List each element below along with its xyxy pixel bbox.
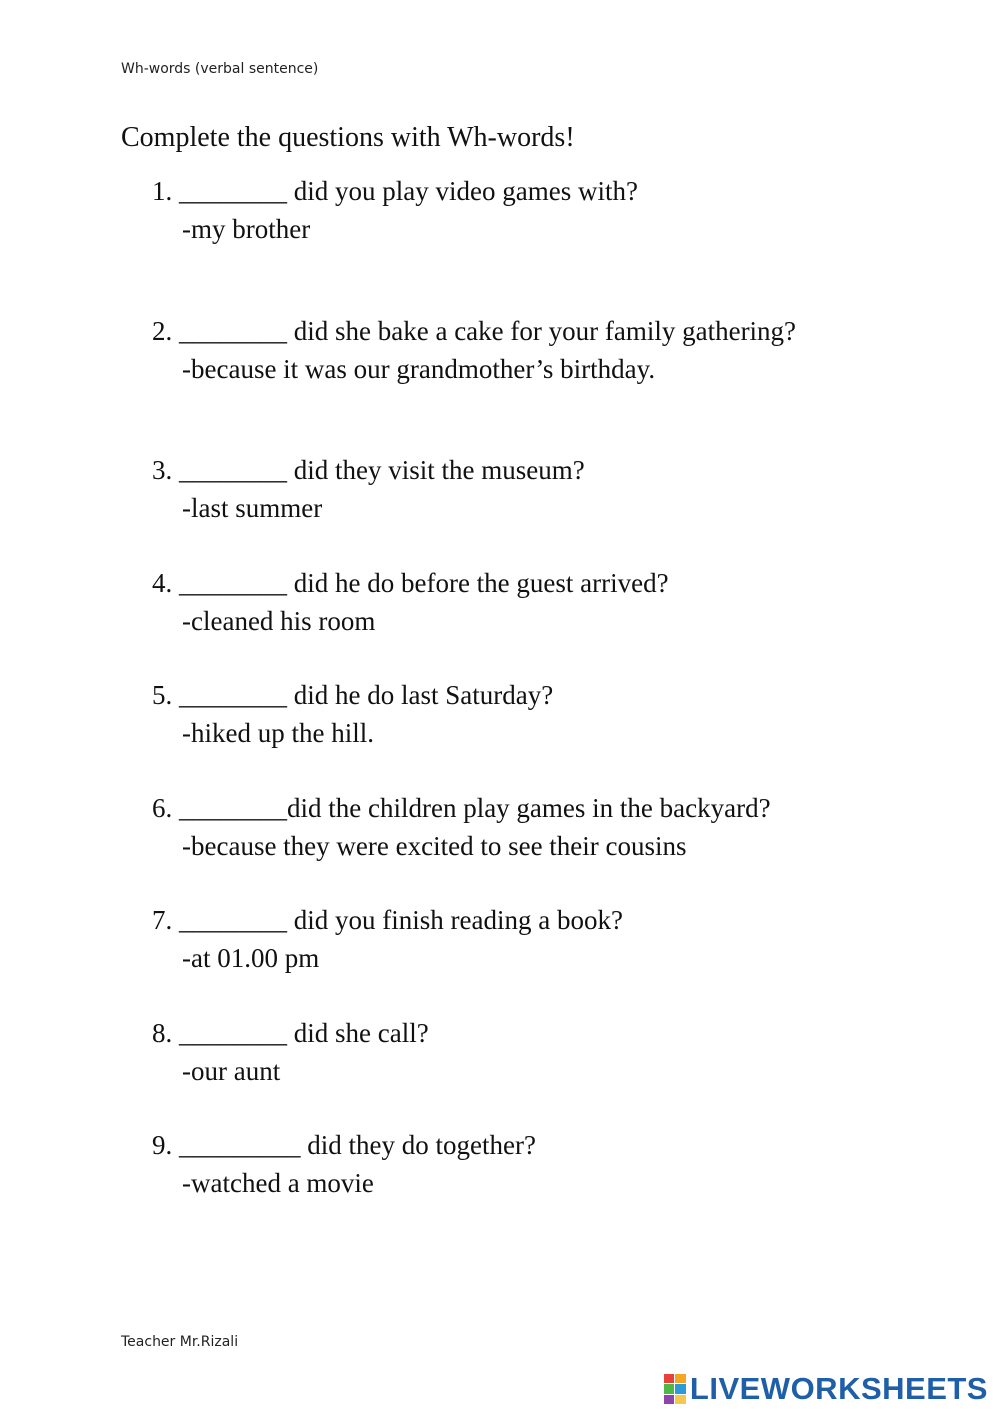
liveworksheets-logo-icon: [664, 1374, 686, 1404]
logo-square: [664, 1374, 675, 1383]
question-item: [152, 1014, 429, 1090]
logo-square: [675, 1374, 686, 1383]
logo-square: [664, 1395, 675, 1404]
question-text: ________did the children play games in the backyard?: [179, 793, 771, 823]
answer-text: -because it was our grandmother’s birthday.: [182, 354, 656, 384]
question-item: [152, 789, 771, 865]
question-text: ________ did she bake a cake for your family gathering?: [179, 316, 797, 346]
brand-name: LIVEWORKSHEETS: [689, 1371, 988, 1406]
answer-text: -watched a movie: [182, 1168, 374, 1198]
question-number: 7.: [152, 905, 173, 935]
question-number: 2.: [152, 316, 173, 346]
answer-text: -because they were excited to see their cousins: [182, 831, 687, 861]
question-number: 1.: [152, 176, 173, 206]
brand-watermark[interactable]: [664, 1371, 988, 1407]
question-number: 4.: [152, 568, 173, 598]
footer-author: Teacher Mr.Rizali: [121, 1334, 239, 1350]
question-number: 9.: [152, 1130, 173, 1160]
question-item: [152, 312, 796, 388]
question-number: 8.: [152, 1018, 173, 1048]
question-item: [152, 676, 553, 752]
answer-text: -hiked up the hill.: [182, 718, 374, 748]
answer-text: -at 01.00 pm: [182, 943, 320, 973]
question-number: 3.: [152, 455, 173, 485]
answer-text: -my brother: [182, 214, 311, 244]
question-item: [152, 1126, 536, 1202]
question-item: [152, 564, 669, 640]
question-item: [152, 451, 585, 527]
answer-text: -our aunt: [182, 1056, 281, 1086]
logo-square: [675, 1384, 686, 1393]
logo-square: [675, 1395, 686, 1404]
question-text: ________ did she call?: [179, 1018, 429, 1048]
question-item: [152, 172, 638, 248]
question-text: ________ did you finish reading a book?: [179, 905, 623, 935]
logo-square: [664, 1384, 675, 1393]
instruction-text: Complete the questions with Wh-words!: [121, 122, 575, 153]
question-text: _________ did they do together?: [179, 1130, 536, 1160]
question-item: [152, 901, 623, 977]
question-number: 5.: [152, 680, 173, 710]
document-header: Wh-words (verbal sentence): [121, 61, 319, 77]
question-text: ________ did he do before the guest arrived?: [179, 568, 669, 598]
answer-text: -last summer: [182, 493, 323, 523]
answer-text: -cleaned his room: [182, 606, 376, 636]
question-text: ________ did they visit the museum?: [179, 455, 585, 485]
question-text: ________ did you play video games with?: [179, 176, 638, 206]
question-text: ________ did he do last Saturday?: [179, 680, 554, 710]
question-number: 6.: [152, 793, 173, 823]
